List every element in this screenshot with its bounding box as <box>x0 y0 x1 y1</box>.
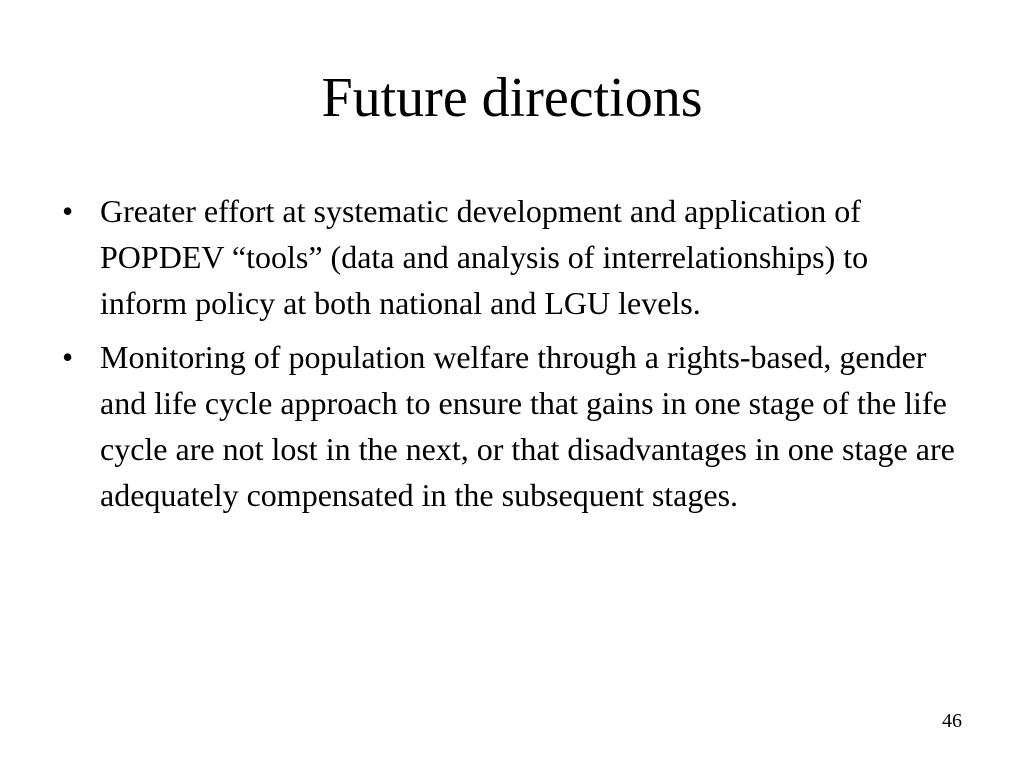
bullet-text: Greater effort at systematic development and application of POPDEV “tools” (data and analysis of interrelationships) to inform policy at both national and LGU levels. <box>100 193 869 321</box>
slide-title: Future directions <box>321 67 703 129</box>
bullet-item <box>58 334 958 518</box>
bullet-list <box>58 188 958 526</box>
bullet-marker-icon: • <box>62 193 74 229</box>
bullet-text: Monitoring of population welfare through a rights-based, gender and life cycle approach to ensure that gains in one stage of the life cycle are not lost in the next, or that disadvantages in one stage are adequately compensated in the subsequent stages. <box>100 339 955 513</box>
bullet-item <box>58 188 958 326</box>
page-number: 46 <box>942 710 962 732</box>
bullet-marker-icon: • <box>62 339 74 375</box>
